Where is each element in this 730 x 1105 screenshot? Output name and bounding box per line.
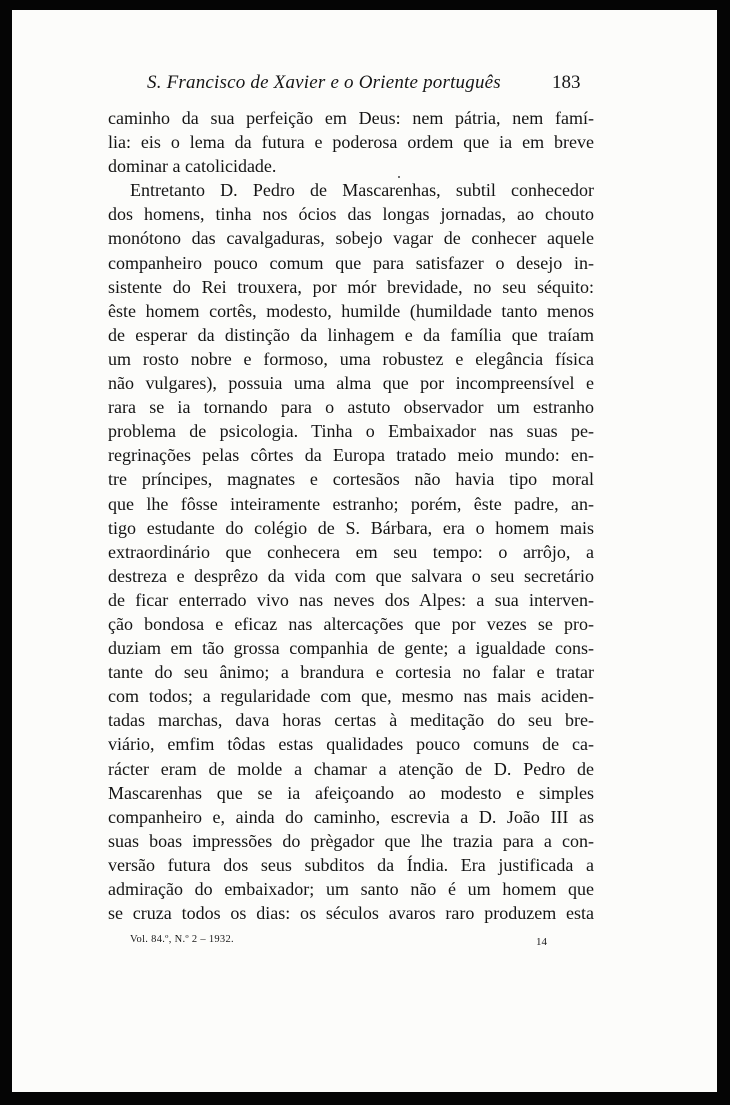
text-line: companheiro e, ainda do caminho, escrevia a D. João III as: [108, 806, 594, 827]
volume-note: Vol. 84.º, N.º 2 – 1932.: [130, 934, 234, 945]
text-line: um rosto nobre e formoso, uma robustez e elegância física: [108, 348, 594, 369]
text-line: tante do seu ânimo; a brandura e cortesia no falar e tratar: [108, 662, 594, 683]
text-line: regrinações pelas côrtes da Europa tratado meio mundo: en-: [108, 445, 594, 466]
signature-mark: 14: [536, 936, 547, 948]
text-line: se cruza todos os dias: os séculos avaros raro produzem esta: [108, 903, 594, 924]
text-line: suas boas impressões do prègador que lhe trazia para a con-: [108, 830, 594, 851]
page-number: 183: [552, 72, 581, 93]
text-line: Entretanto D. Pedro de Mascarenhas, subtil conhecedor: [130, 180, 594, 201]
text-line: companheiro pouco comum que para satisfazer o desejo in-: [108, 252, 594, 273]
text-line: sistente do Rei trouxera, por mór brevidade, no seu séquito:: [108, 276, 594, 297]
text-line: rara se ia tornando para o astuto observador um estranho: [108, 397, 594, 418]
book-page: [12, 10, 717, 1092]
text-line: não vulgares), possuia uma alma que por incompreensível e: [108, 373, 594, 394]
text-line: dominar a catolicidade.: [108, 156, 277, 177]
text-line: de ficar enterrado vivo nas neves dos Alpes: a sua interven-: [108, 589, 594, 610]
text-line: Mascarenhas que se ia afeiçoando ao modesto e simples: [108, 782, 594, 803]
text-line: extraordinário que conhecera em seu tempo: o arrôjo, a: [108, 541, 594, 562]
text-line: tigo estudante do colégio de S. Bárbara, era o homem mais: [108, 517, 594, 538]
text-line: versão futura dos seus subditos da Índia. Era justificada a: [108, 854, 594, 875]
text-line: tadas marchas, dava horas certas à meditação do seu bre-: [108, 710, 594, 731]
text-line: com todos; a regularidade com que, mesmo nas mais aciden-: [108, 686, 594, 707]
running-title: S. Francisco de Xavier e o Oriente português: [147, 72, 501, 93]
text-line: duziam em tão grossa companhia de gente; a igualdade cons-: [108, 638, 594, 659]
text-line: monótono das cavalgaduras, sobejo vagar de conhecer aquele: [108, 228, 594, 249]
page-footer: [12, 934, 717, 956]
text-line: problema de psicologia. Tinha o Embaixador nas suas pe-: [108, 421, 594, 442]
text-line: rácter eram de molde a chamar a atenção de D. Pedro de: [108, 758, 594, 779]
text-line: êste homem cortês, modesto, humilde (humildade tanto menos: [108, 300, 594, 321]
text-line: admiração do embaixador; um santo não é um homem que: [108, 879, 594, 899]
text-line: tre príncipes, magnates e cortesãos não havia tipo moral: [108, 469, 594, 490]
body-text: [108, 106, 594, 925]
text-line: ção bondosa e eficaz nas altercações que por vezes se pro-: [108, 613, 594, 634]
text-line: caminho da sua perfeição em Deus: nem pátria, nem famí-: [108, 108, 594, 128]
text-line: destreza e desprêzo da vida com que salvara o seu secretário: [108, 565, 594, 586]
text-line: dos homens, tinha nos ócios das longas jornadas, ao chouto: [108, 204, 594, 225]
text-line: viário, emfim tôdas estas qualidades pouco comuns de ca-: [108, 734, 594, 755]
text-line: de esperar da distinção da linhagem e da família que traíam: [108, 324, 594, 345]
text-line: lia: eis o lema da futura e poderosa ordem que ia em breve: [108, 132, 594, 153]
text-line: que lhe fôsse inteiramente estranho; porém, êste padre, an-: [108, 493, 594, 514]
page-header: [12, 72, 717, 106]
